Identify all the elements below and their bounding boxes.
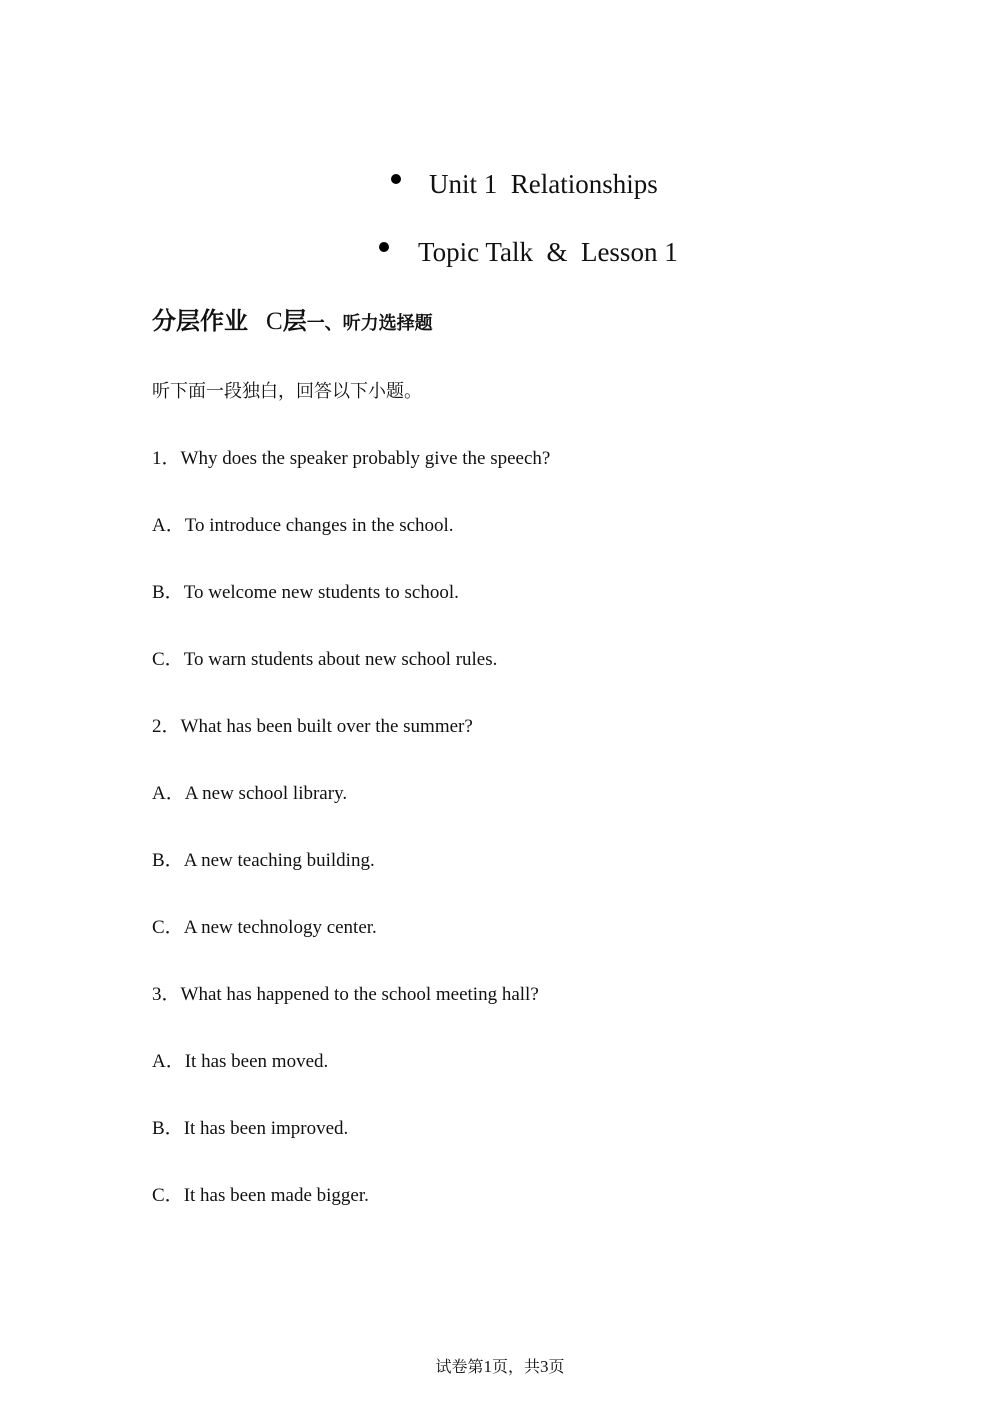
heading-level-letter: C: [266, 308, 283, 335]
option-2a: [152, 781, 347, 807]
option-label: A．: [152, 783, 185, 804]
question-number: 1．: [152, 448, 181, 469]
option-label: B．: [152, 582, 184, 603]
option-text: It has been improved.: [183, 1118, 349, 1139]
question-text: What has happened to the school meeting hall?: [180, 984, 539, 1005]
option-label: B．: [152, 850, 184, 871]
option-label: B．: [152, 1118, 184, 1139]
instruction-text: 听下面一段独白，回答以下小题。: [152, 381, 422, 402]
footer-page-number: 1: [483, 1357, 492, 1376]
bullet-dot: [391, 174, 401, 184]
footer-middle: 页，共: [491, 1357, 540, 1376]
option-1a: [152, 513, 454, 539]
heading-listening-section: 一、听力选择题: [306, 313, 433, 334]
footer-prefix: 试卷第: [435, 1357, 484, 1376]
heading-level-word: 层: [282, 307, 307, 335]
unit-title: [429, 168, 658, 200]
footer-total-pages: 3: [540, 1357, 549, 1376]
option-label: C．: [152, 1185, 184, 1206]
question-2: [152, 714, 473, 740]
question-number: 3．: [152, 984, 181, 1005]
option-2c: [152, 915, 377, 941]
option-text: To warn students about new school rules.: [183, 649, 498, 670]
option-text: A new teaching building.: [183, 850, 375, 871]
lesson-title: [418, 236, 678, 268]
option-text: It has been made bigger.: [183, 1185, 369, 1206]
option-text: To introduce changes in the school.: [184, 515, 454, 536]
question-text: What has been built over the summer?: [180, 716, 473, 737]
option-2b: [152, 848, 375, 874]
option-1c: [152, 647, 497, 673]
section-heading: [152, 304, 433, 342]
question-text: Why does the speaker probably give the speech?: [180, 448, 551, 469]
question-1: [152, 446, 550, 472]
bullet-dot: [379, 242, 389, 252]
option-label: A．: [152, 515, 185, 536]
heading-layered-homework: 分层作业: [152, 307, 248, 335]
option-3b: [152, 1116, 348, 1142]
option-label: C．: [152, 649, 184, 670]
option-text: A new technology center.: [183, 917, 377, 938]
option-text: It has been moved.: [184, 1051, 329, 1072]
option-text: To welcome new students to school.: [183, 582, 459, 603]
option-label: A．: [152, 1051, 185, 1072]
option-3c: [152, 1183, 369, 1209]
question-number: 2．: [152, 716, 181, 737]
unit-title-text: Unit 1 Relationships: [429, 169, 658, 199]
option-1b: [152, 580, 459, 606]
footer-suffix: 页: [548, 1357, 565, 1376]
lesson-title-text: Topic Talk & Lesson 1: [418, 237, 678, 267]
question-3: [152, 982, 539, 1008]
option-text: A new school library.: [184, 783, 348, 804]
option-3a: [152, 1049, 328, 1075]
option-label: C．: [152, 917, 184, 938]
page-footer: [0, 1355, 1000, 1379]
